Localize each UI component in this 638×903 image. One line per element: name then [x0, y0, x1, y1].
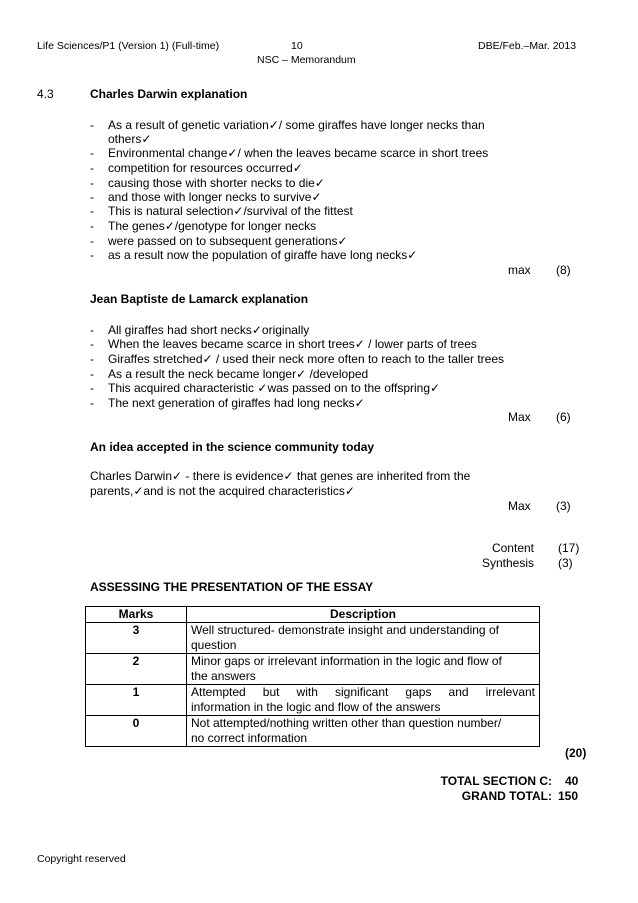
- list-item: All giraffes had short necks✓originally: [108, 323, 310, 337]
- assessment-total: (20): [565, 746, 587, 760]
- idea-line-2: parents,✓and is not the acquired characteristics✓: [90, 484, 355, 498]
- table-row: [86, 716, 540, 747]
- description-line: Well structured- demonstrate insight and understanding of: [191, 623, 499, 637]
- question-number: 4.3: [37, 87, 54, 101]
- darwin-title: Charles Darwin explanation: [90, 87, 248, 101]
- total-section-value: 40: [565, 774, 579, 788]
- mark-cell: 1: [86, 685, 187, 716]
- copyright: Copyright reserved: [37, 853, 126, 865]
- list-item: Giraffes stretched✓ / used their neck more often to reach to the taller trees: [108, 352, 505, 366]
- table-row: [86, 654, 540, 685]
- bullet-dash: -: [90, 337, 94, 351]
- header-left: Life Sciences/P1 (Version 1) (Full-time): [37, 40, 220, 52]
- idea-title: An idea accepted in the science community today: [90, 440, 375, 454]
- grand-total-label: GRAND TOTAL:: [461, 789, 552, 803]
- bullet-dash: -: [90, 161, 94, 175]
- description-column-header: Description: [187, 607, 540, 623]
- lamarck-title: Jean Baptiste de Lamarck explanation: [90, 292, 309, 306]
- description-line: Attempted but with significant gaps and irrelevant: [191, 685, 535, 699]
- page-number: 10: [291, 40, 303, 52]
- marks-column-header: Marks: [86, 607, 187, 623]
- description-cell: [187, 716, 540, 747]
- total-section-label: TOTAL SECTION C:: [440, 774, 552, 788]
- list-item: causing those with shorter necks to die✓: [108, 176, 325, 190]
- lamarck-mark-label: Max: [508, 410, 531, 424]
- bullet-dash: -: [90, 234, 94, 248]
- list-item: as a result now the population of giraffe have long necks✓: [108, 248, 418, 262]
- table-header-row: [86, 607, 540, 623]
- list-item: This is natural selection✓/survival of the fittest: [108, 204, 353, 218]
- bullet-dash: -: [90, 248, 94, 262]
- bullet-dash: -: [90, 396, 94, 410]
- bullet-dash: -: [90, 323, 94, 337]
- bullet-dash: -: [90, 190, 94, 204]
- synthesis-label: Synthesis: [481, 556, 534, 570]
- list-item: were passed on to subsequent generations✓: [108, 234, 348, 248]
- list-item: As a result of genetic variation✓/ some giraffes have longer necks than: [108, 118, 485, 132]
- header-sub: NSC – Memorandum: [257, 54, 356, 66]
- idea-mark-label: Max: [508, 499, 531, 513]
- assessment-table: [85, 606, 540, 747]
- idea-line-1: Charles Darwin✓ - there is evidence✓ that genes are inherited from the: [90, 469, 471, 483]
- list-item: As a result the neck became longer✓ /developed: [108, 367, 369, 381]
- description-cell: [187, 623, 540, 654]
- description-line: information in the logic and flow of the answers: [191, 700, 441, 714]
- mark-cell: 3: [86, 623, 187, 654]
- content-value: (17): [558, 541, 580, 555]
- description-line: question: [191, 638, 237, 652]
- assessment-title: ASSESSING THE PRESENTATION OF THE ESSAY: [90, 580, 374, 594]
- idea-mark-value: (3): [556, 499, 571, 513]
- list-item: When the leaves became scarce in short trees✓ / lower parts of trees: [108, 337, 477, 351]
- darwin-mark-label: max: [508, 263, 531, 277]
- bullet-dash: -: [90, 118, 94, 132]
- list-item: Environmental change✓/ when the leaves became scarce in short trees: [108, 146, 489, 160]
- mark-cell: 0: [86, 716, 187, 747]
- description-cell: [187, 654, 540, 685]
- description-line: the answers: [191, 669, 256, 683]
- bullet-dash: -: [90, 146, 94, 160]
- bullet-dash: -: [90, 367, 94, 381]
- darwin-mark-value: (8): [556, 263, 571, 277]
- description-line: Minor gaps or irrelevant information in the logic and flow of: [191, 654, 502, 668]
- bullet-dash: -: [90, 219, 94, 233]
- bullet-dash: -: [90, 381, 94, 395]
- list-item: The genes✓/genotype for longer necks: [108, 219, 317, 233]
- lamarck-mark-value: (6): [556, 410, 571, 424]
- description-line: no correct information: [191, 731, 308, 745]
- bullet-dash: -: [90, 176, 94, 190]
- description-cell: [187, 685, 540, 716]
- mark-cell: 2: [86, 654, 187, 685]
- table-row: [86, 623, 540, 654]
- list-item: others✓: [108, 132, 152, 146]
- synthesis-value: (3): [558, 556, 573, 570]
- list-item: competition for resources occurred✓: [108, 161, 303, 175]
- header-right: DBE/Feb.–Mar. 2013: [478, 40, 577, 52]
- list-item: and those with longer necks to survive✓: [108, 190, 322, 204]
- bullet-dash: -: [90, 204, 94, 218]
- bullet-dash: -: [90, 352, 94, 366]
- list-item: The next generation of giraffes had long necks✓: [108, 396, 365, 410]
- grand-total-value: 150: [558, 789, 579, 803]
- list-item: This acquired characteristic ✓was passed on to the offspring✓: [108, 381, 441, 395]
- description-line: Not attempted/nothing written other than question number/: [191, 716, 502, 730]
- content-label: Content: [491, 541, 534, 555]
- table-row: [86, 685, 540, 716]
